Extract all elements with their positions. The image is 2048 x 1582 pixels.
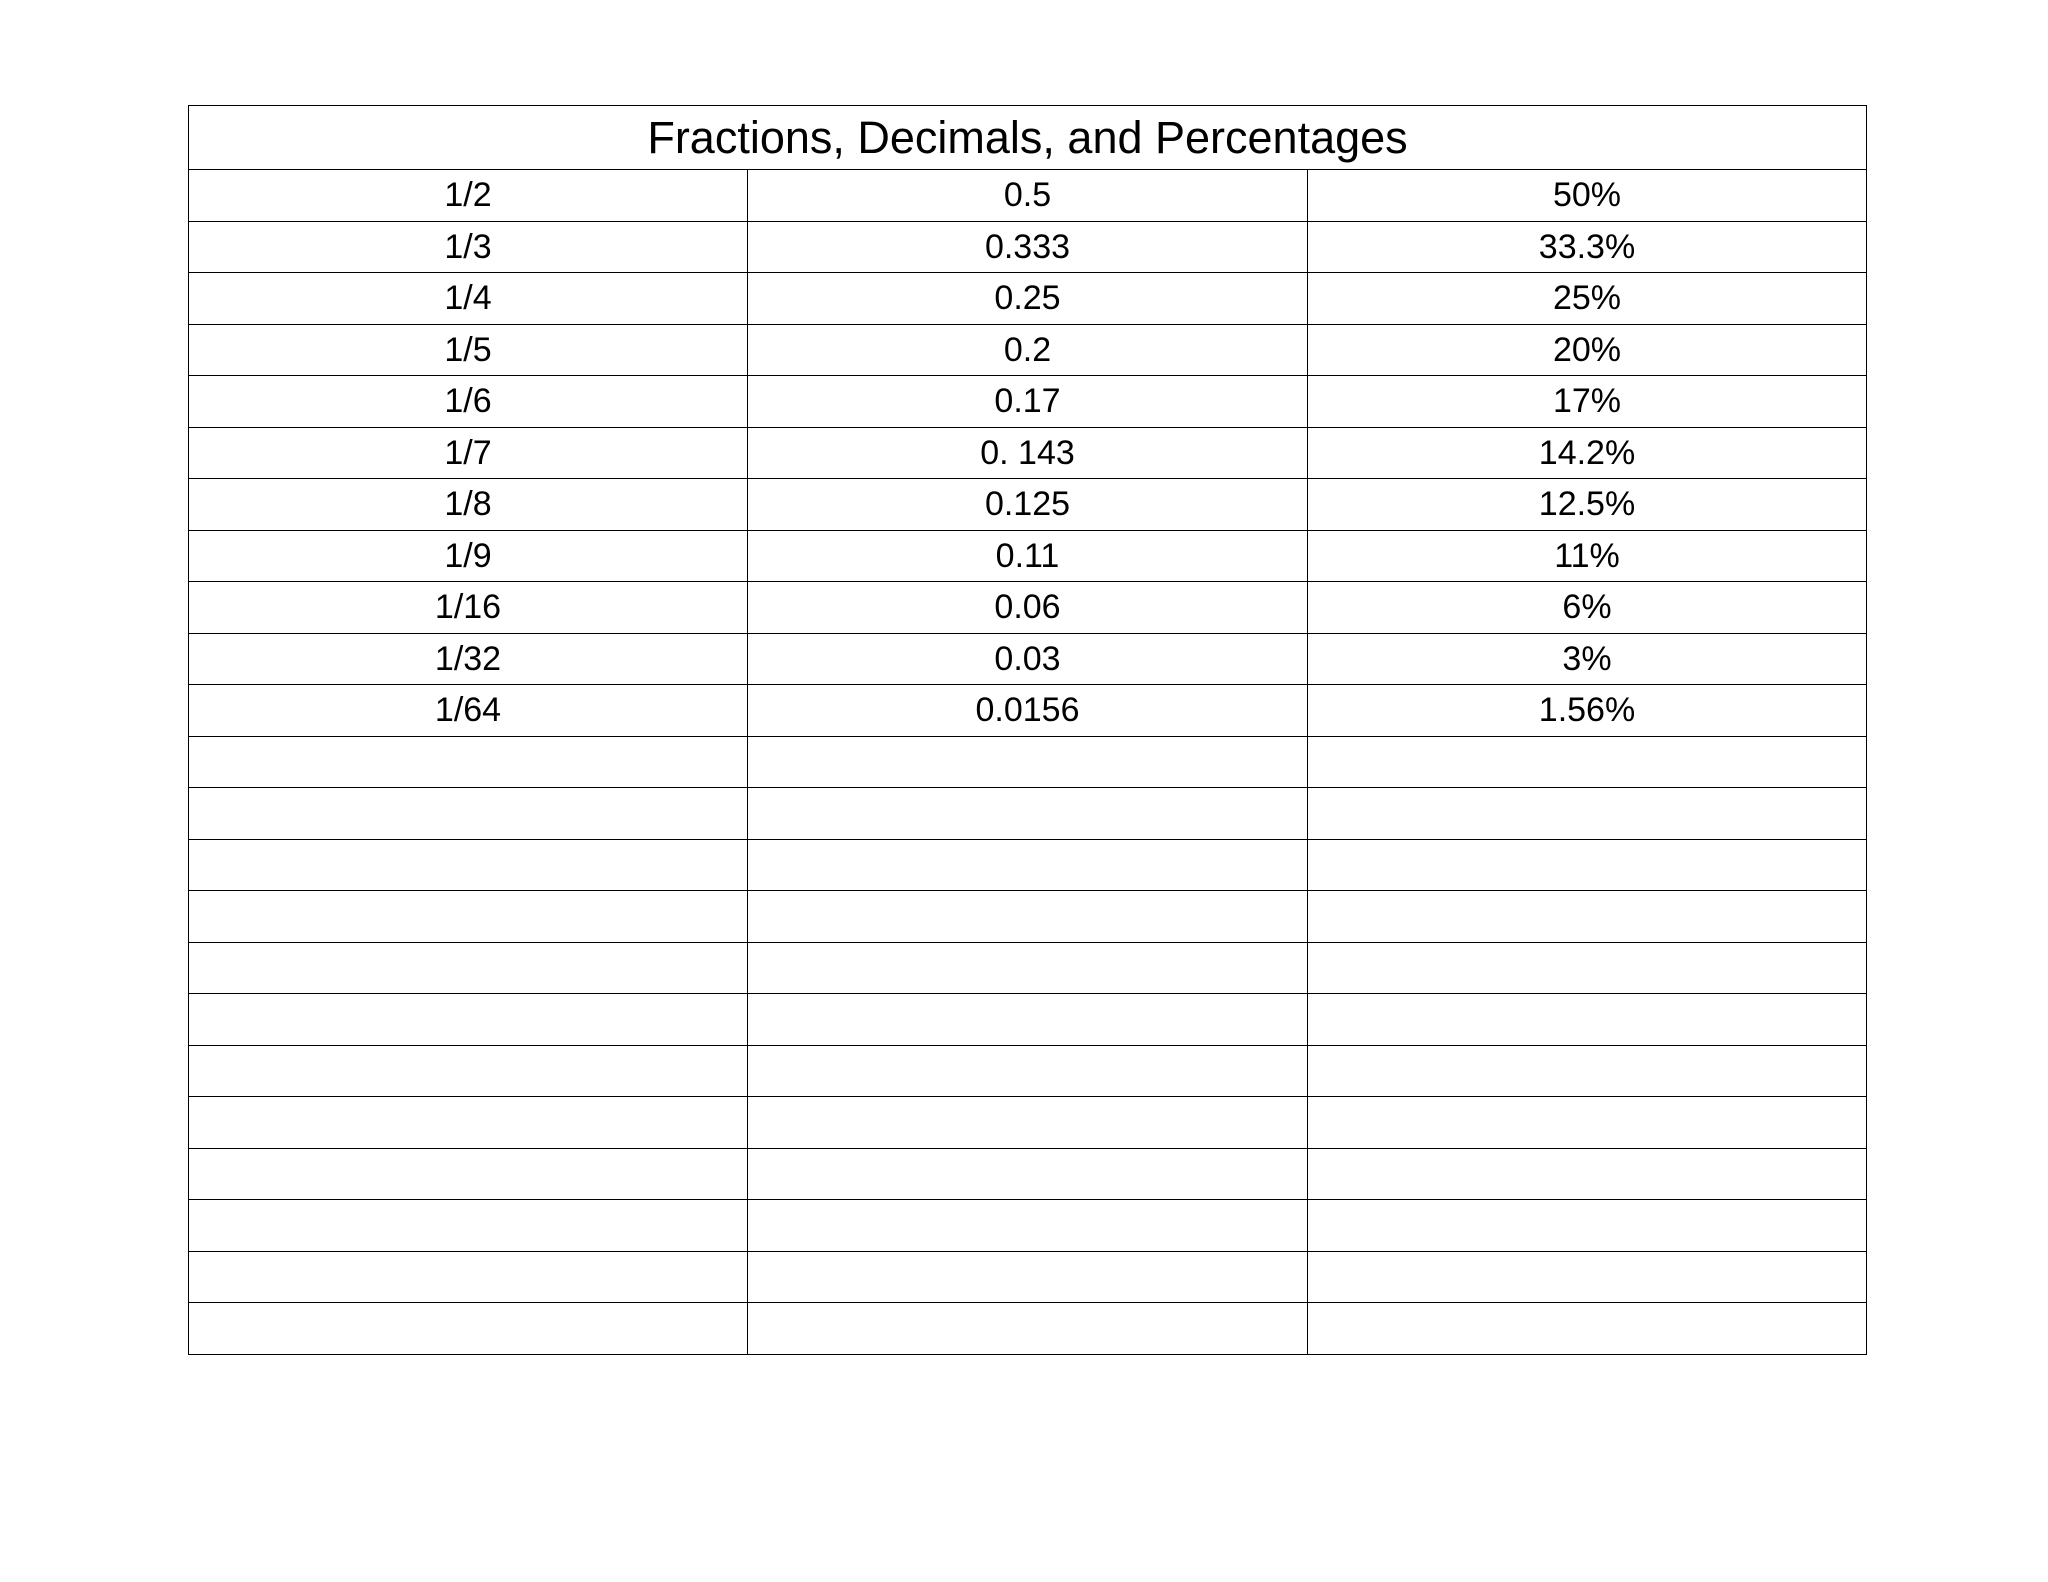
decimal-cell [748,994,1308,1046]
table-row [189,324,1867,376]
decimal-cell: 0.333 [748,221,1308,273]
table-row [189,273,1867,325]
table-row [189,788,1867,840]
percentage-cell: 33.3% [1308,221,1867,273]
worksheet [188,105,1866,1355]
decimal-cell [748,1045,1308,1097]
table-row [189,1251,1867,1303]
percentage-cell [1308,1251,1867,1303]
decimal-cell: 0.0156 [748,685,1308,737]
table-row [189,479,1867,531]
table-row [189,736,1867,788]
table-body [189,106,1867,1355]
fraction-cell: 1/32 [189,633,748,685]
fraction-cell: 1/6 [189,376,748,428]
percentage-cell [1308,942,1867,994]
fraction-cell [189,942,748,994]
conversion-table [188,105,1867,1355]
decimal-cell [748,736,1308,788]
table-row [189,582,1867,634]
fraction-cell: 1/2 [189,170,748,222]
percentage-cell [1308,994,1867,1046]
table-row [189,1045,1867,1097]
decimal-cell [748,1251,1308,1303]
decimal-cell [748,1148,1308,1200]
fraction-cell [189,1303,748,1355]
fraction-cell [189,891,748,943]
percentage-cell [1308,891,1867,943]
decimal-cell [748,1097,1308,1149]
decimal-cell [748,1200,1308,1252]
percentage-cell: 6% [1308,582,1867,634]
percentage-cell [1308,1045,1867,1097]
decimal-cell [748,1303,1308,1355]
decimal-cell: 0.125 [748,479,1308,531]
table-title: Fractions, Decimals, and Percentages [189,106,1867,170]
fraction-cell [189,788,748,840]
fraction-cell: 1/3 [189,221,748,273]
table-row [189,221,1867,273]
table-row [189,1200,1867,1252]
fraction-cell [189,736,748,788]
percentage-cell: 3% [1308,633,1867,685]
fraction-cell: 1/64 [189,685,748,737]
fraction-cell [189,994,748,1046]
table-row [189,376,1867,428]
percentage-cell [1308,1303,1867,1355]
percentage-cell: 25% [1308,273,1867,325]
decimal-cell: 0.03 [748,633,1308,685]
fraction-cell: 1/9 [189,530,748,582]
percentage-cell: 20% [1308,324,1867,376]
decimal-cell: 0.17 [748,376,1308,428]
decimal-cell [748,839,1308,891]
fraction-cell: 1/16 [189,582,748,634]
percentage-cell: 50% [1308,170,1867,222]
percentage-cell [1308,839,1867,891]
fraction-cell [189,1251,748,1303]
table-row [189,1303,1867,1355]
percentage-cell [1308,736,1867,788]
table-row [189,685,1867,737]
percentage-cell: 17% [1308,376,1867,428]
fraction-cell: 1/5 [189,324,748,376]
percentage-cell [1308,1200,1867,1252]
decimal-cell [748,788,1308,840]
percentage-cell [1308,1097,1867,1149]
decimal-cell: 0.25 [748,273,1308,325]
fraction-cell [189,839,748,891]
fraction-cell [189,1045,748,1097]
fraction-cell [189,1097,748,1149]
table-row [189,1148,1867,1200]
decimal-cell: 0.11 [748,530,1308,582]
table-row [189,994,1867,1046]
table-row [189,530,1867,582]
percentage-cell [1308,1148,1867,1200]
fraction-cell [189,1148,748,1200]
fraction-cell: 1/7 [189,427,748,479]
table-row [189,942,1867,994]
table-row [189,170,1867,222]
decimal-cell: 0.5 [748,170,1308,222]
percentage-cell: 1.56% [1308,685,1867,737]
table-row [189,839,1867,891]
decimal-cell: 0.06 [748,582,1308,634]
fraction-cell: 1/8 [189,479,748,531]
percentage-cell [1308,788,1867,840]
table-row [189,633,1867,685]
percentage-cell: 11% [1308,530,1867,582]
decimal-cell [748,942,1308,994]
title-row [189,106,1867,170]
percentage-cell: 14.2% [1308,427,1867,479]
decimal-cell: 0.2 [748,324,1308,376]
table-row [189,427,1867,479]
table-row [189,1097,1867,1149]
fraction-cell [189,1200,748,1252]
table-row [189,891,1867,943]
decimal-cell [748,891,1308,943]
percentage-cell: 12.5% [1308,479,1867,531]
decimal-cell: 0. 143 [748,427,1308,479]
fraction-cell: 1/4 [189,273,748,325]
